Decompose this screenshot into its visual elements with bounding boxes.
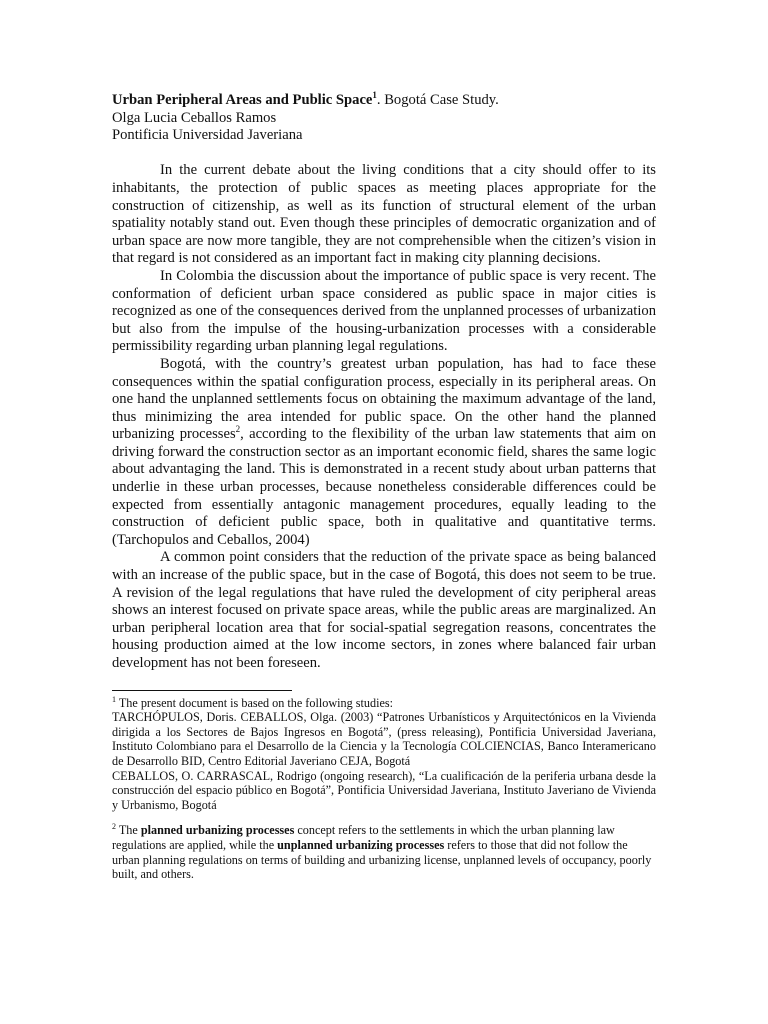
footnote-1 xyxy=(112,696,656,813)
paragraph-3-part-a: Bogotá, with the country’s greatest urban population, has had to face these consequences within the spatial configuration process, especially in its peripheral areas. On one hand the unplanned settlements focus on obtaining the maximum advantage of the land, thus minimizing the area intended for public space. On the other hand the planned urbanizing processes xyxy=(112,355,656,443)
footnote-1-intro xyxy=(112,696,656,711)
footnote-1-mark: 1 xyxy=(112,694,116,704)
title-footnote-mark: 1 xyxy=(372,90,377,101)
footnote-2-term-unplanned: unplanned urbanizing processes xyxy=(277,837,445,852)
footnote-divider xyxy=(112,690,292,691)
author-name: Olga Lucia Ceballos Ramos xyxy=(112,109,277,126)
footnote-2-text-1: The xyxy=(116,823,141,838)
footnote-2-term-planned: planned urbanizing processes xyxy=(140,823,295,838)
paragraph-4: A common point considers that the reduction of the private space as being balanced with an increase of the public space, but in the case of Bogotá, this does not seem to be true. A revision of the legal regulations that have ruled the development of city peripheral areas shows an interest focused on private space areas, while the public areas are marginalized. An urban peripheral location area that for social-spatial segregation reasons, concentrates the housing production aimed at the low income sectors, in zones where balanced fair urban development has not been foreseen. xyxy=(112,549,656,671)
footnote-2-text xyxy=(112,823,656,881)
title-subtitle: . Bogotá Case Study. xyxy=(376,92,499,108)
document-page xyxy=(112,92,656,882)
paragraph-2: In Colombia the discussion about the importance of public space is very recent. The conformation of deficient urban space considered as public space in major cities is recognized as one of the consequences derived from the unplanned processes of urbanization but also from the impulse of the housing-urbanization processes with a considerable permissibility regarding urban planning legal regulations. xyxy=(112,267,656,355)
paragraph-3-part-b: , according to the flexibility of the urban law statements that aim on driving forward the construction sector as an important economic field, shares the same logic about advantaging the land. This is demonstrated in a recent study about urban patterns that underlie in these urban processes, because nonetheless considerable differences could be expected from essentially antagonic management procedures, equally leading to the construction of deficient public space, both in qualitative and quantitative terms. (Tarchopulos and Ceballos, 2004) xyxy=(112,426,656,548)
footnote-1-intro-text: The present document is based on the following studies: xyxy=(116,695,393,710)
footnote-2-text-3: refers to those that did not follow the urban planning regulations on terms of building and urbanizing license, unplanned levels of occupancy, poorly built, and others. xyxy=(112,837,652,882)
footnote-2-reference: 2 xyxy=(235,424,241,435)
paragraph-1: In the current debate about the living conditions that a city should offer to its inhabitants, the protection of public spaces as meeting places appropriate for the construction of citizenship, as well as its function of structural element of the urban spatiality notably stand out. Even though these principles of democratic organization and of urban space are now more tangible, they are not comprehensible when the citizen’s vision in that regard is not considered as an important fact in making city planning decisions. xyxy=(112,162,656,267)
paragraph-3 xyxy=(112,356,656,550)
footnote-2 xyxy=(112,823,656,881)
author-affiliation: Pontificia Universidad Javeriana xyxy=(112,127,303,144)
footnote-1-reference-2: CEBALLOS, O. CARRASCAL, Rodrigo (ongoing research), “La cualificación de la periferia urbana desde la construcción del espacio público en Bogotá”, Pontificia Universidad Javeriana, Instituto Javeriano de Vivienda y Urbanismo, Bogotá xyxy=(112,768,656,812)
footnote-2-text-2: concept refers to the settlements in which the urban planning law regulations are applied, while the xyxy=(112,823,615,852)
document-body xyxy=(112,162,656,672)
title-bold-text: Urban Peripheral Areas and Public Space xyxy=(112,92,373,108)
document-title xyxy=(112,92,656,110)
footnote-1-reference-1: TARCHÓPULOS, Doris. CEBALLOS, Olga. (2003) “Patrones Urbanísticos y Arquitectónicos en la Vivienda dirigida a los Sectores de Bajos Ingresos en Bogotá”, (press releasing), Pontificia Universidad Javeriana, Instituto Colombiano para el Desarrollo de la Ciencia y la Tecnología COLCIENCIAS, Banco Interamericano de Desarrollo BID, Centro Editorial Javeriano CEJA, Bogotá xyxy=(112,710,656,768)
footnote-2-mark: 2 xyxy=(112,822,116,832)
